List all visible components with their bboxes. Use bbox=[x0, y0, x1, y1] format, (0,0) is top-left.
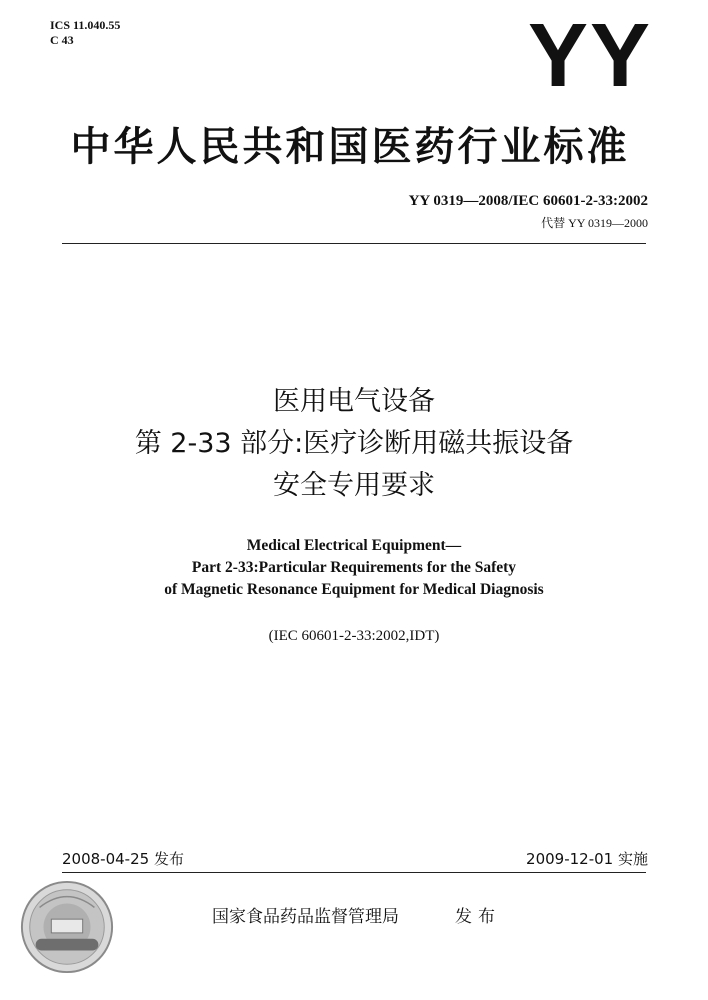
title-en-line3: of Magnetic Resonance Equipment for Medical Diagnosis bbox=[164, 581, 544, 598]
header-divider bbox=[62, 243, 646, 244]
issuing-authority: 国家食品药品监督管理局 bbox=[212, 907, 399, 927]
title-cn-line2: 第 2-33 部分:医疗诊断用磁共振设备 bbox=[134, 428, 574, 459]
implement-date: 2009-12-01 实施 bbox=[526, 850, 648, 868]
class-code: C 43 bbox=[50, 33, 74, 47]
yy-logo: YY bbox=[527, 6, 652, 106]
ics-number: ICS 11.040.55 bbox=[50, 18, 121, 32]
title-cn-line3: 安全专用要求 bbox=[273, 470, 435, 501]
replaces-note: 代替 YY 0319—2000 bbox=[541, 216, 648, 230]
publish-date: 2008-04-25 发布 bbox=[62, 850, 184, 868]
title-cn-line1: 医用电气设备 bbox=[273, 386, 435, 417]
ics-code bbox=[50, 18, 120, 48]
title-en-line2: Part 2-33:Particular Requirements for the Safety bbox=[191, 559, 517, 576]
title-en-line1: Medical Electrical Equipment— bbox=[246, 537, 462, 554]
standard-number: YY 0319—2008/IEC 60601-2-33:2002 bbox=[408, 193, 648, 209]
organization-title: 中华人民共和国医药行业标准 bbox=[70, 124, 630, 170]
footer-divider bbox=[62, 872, 646, 873]
anti-counterfeit-seal-icon bbox=[18, 878, 116, 976]
identical-note: (IEC 60601-2-33:2002,IDT) bbox=[268, 628, 440, 644]
issue-label: 发布 bbox=[455, 907, 501, 927]
